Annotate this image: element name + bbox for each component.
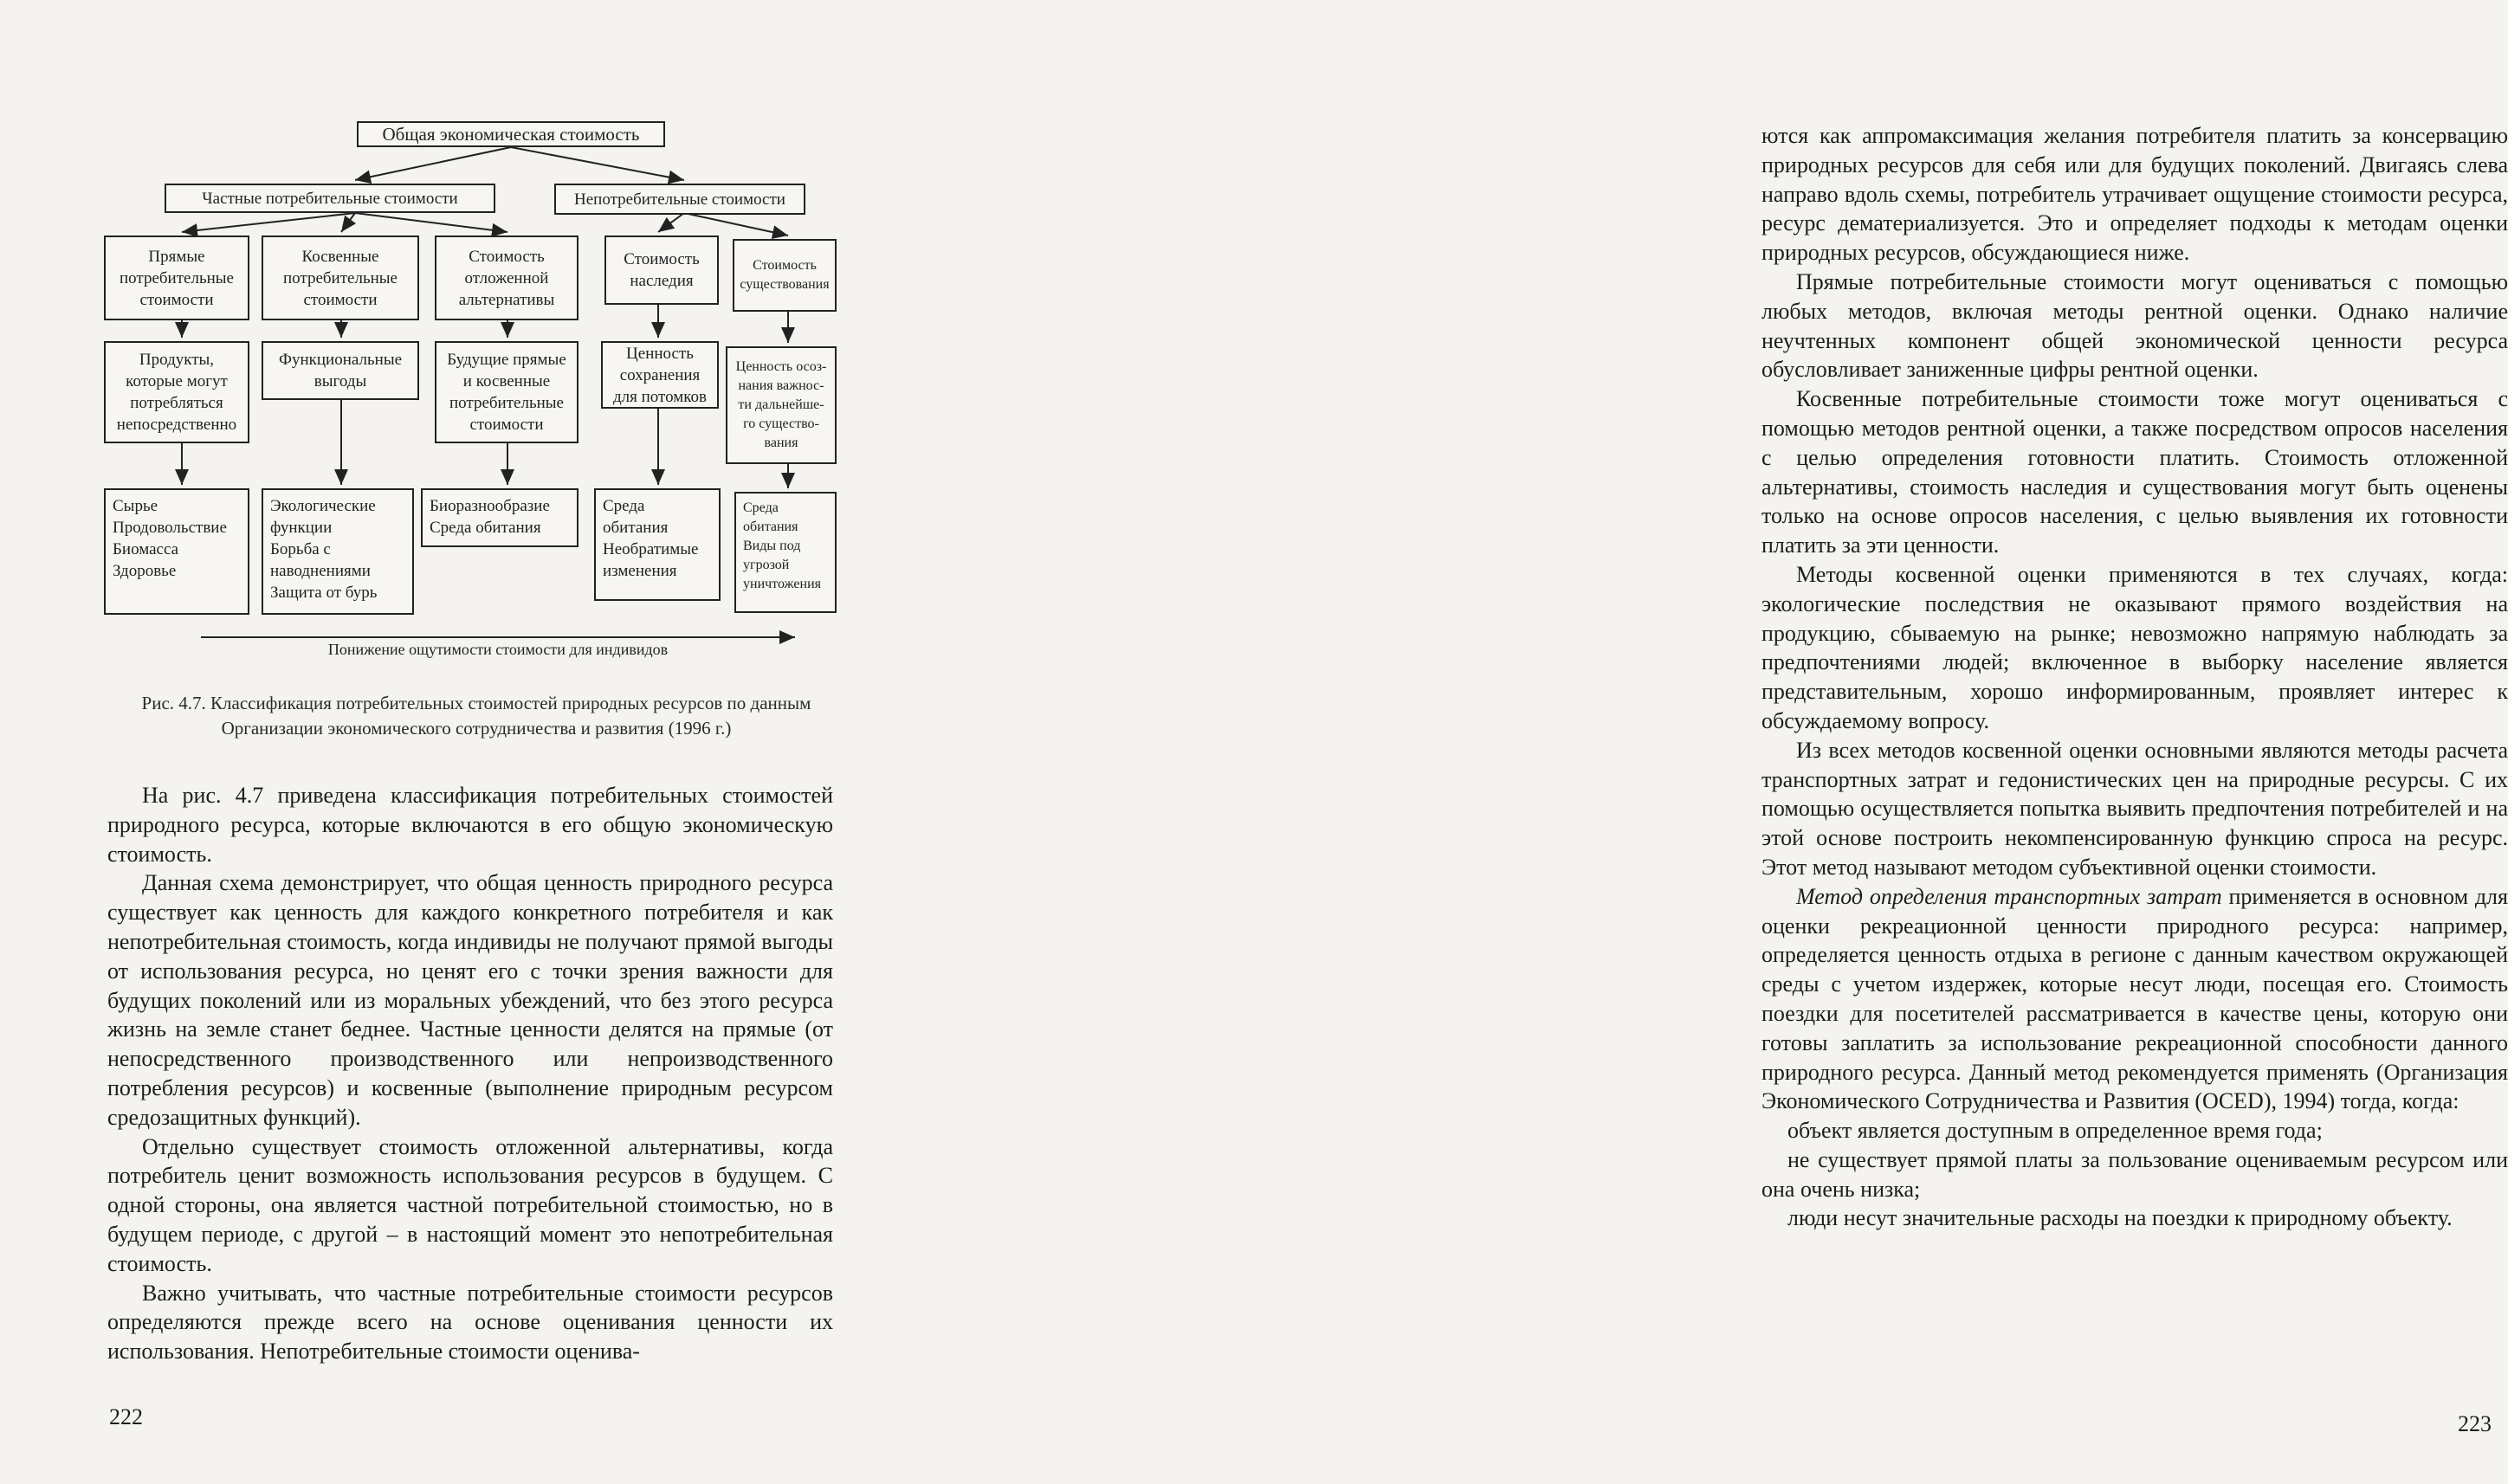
figure-caption: Рис. 4.7. Классификация потребительных стоимостей природных ресурсов по данным Организации экономического сотрудничества и развития (1996 г.) — [141, 693, 811, 739]
root-box: Общая экономическая стоимость — [357, 121, 665, 147]
option-examples-box: Биоразнообразие Среда обитания — [421, 488, 579, 547]
paragraph-continued: ются как аппромаксимация желания потребителя платить за консервацию природных ресурсов для себя или для будущих поколений. Двигаясь слева направо вдоль схемы, потребитель утрачивает ощущение стоимости ресурса, ресурс дематериализуется. Это и определяет подходы к методам оценки природных ресурсов, обсуждающиеся ниже. — [1761, 123, 2508, 266]
option-benefits-box: Будущие прямые и косвенные потребительные стоимости — [435, 341, 579, 443]
paragraph: Важно учитывать, что частные потребительные стоимости ресурсов определяются прежде всего на основе оценивания ценности их использования. Непотребительные стоимости оценива- — [107, 1280, 833, 1365]
page-number-left: 222 — [109, 1404, 143, 1429]
private-use-box: Частные потребительные стоимости — [165, 184, 495, 213]
paragraph — [1761, 882, 2508, 1116]
page-number-right: 223 — [2458, 1411, 2492, 1436]
direct-benefits-box: Продукты, которые могут потребляться непосредственно — [104, 341, 249, 443]
right-page-text — [1761, 121, 2508, 1233]
bequest-value-box: Стоимость наследия — [604, 236, 719, 305]
page-left — [0, 0, 866, 1484]
indirect-use-value-box: Косвенные потребительные стоимости — [262, 236, 419, 320]
existence-value-box: Стоимость существования — [733, 239, 837, 312]
condition-item: не существует прямой платы за пользование оцениваемым ресурсом или она очень низка; — [1761, 1146, 2508, 1202]
classification-diagram — [0, 0, 866, 675]
existence-examples-box: Среда обитания Виды под угрозой уничтожения — [734, 492, 837, 613]
paragraph: Из всех методов косвенной оценки основными являются методы расчета транспортных затрат и гедонистических цен на природные ресурсы. С их помощью осуществляется попытка выявить предпочтения потребителей и на этой основе построить некомпенсированную функцию спроса на ресурс. Этот метод называют методом субъективной оценки стоимости. — [1761, 737, 2508, 880]
left-page-text — [107, 781, 833, 1366]
paragraph: Косвенные потребительные стоимости тоже могут оцениваться с помощью методов рентной оценки, а также посредством опросов населения с целью определения готовности платить. Стоимость отложенной альтернативы, стоимость наследия и существования могут быть оценены только на основе опросов населения, с целью выявления их готовности платить за эти ценности. — [1761, 386, 2508, 558]
method-description: применяется в основном для оценки рекреационной ценности природного ресурса: например, определяется ценность отдыха в регионе с данным качеством окружающей среды с учетом издержек, которые несут люди, посещая его. Стоимость поездки для посетителей рассматривается в качестве цены, которую они готовы заплатить за использование рекреационной способности данного природного ресурса. Данный метод рекомендуется применять (Организация Экономического Сотрудничества и Развития (OCED), 1994) тогда, когда: — [1761, 883, 2508, 1114]
method-term: Метод определения транспортных затрат — [1796, 883, 2222, 909]
indirect-examples-box: Экологические функции Борьба с наводнениями Защита от бурь — [262, 488, 414, 615]
direct-examples-box: Сырье Продовольствие Биомасса Здоровье — [104, 488, 249, 615]
existence-benefits-box: Ценность осоз- нания важнос- ти дальнейше- го существо- вания — [726, 346, 837, 464]
non-use-box: Непотребительные стоимости — [554, 184, 805, 215]
direct-use-value-box: Прямые потребительные стоимости — [104, 236, 249, 320]
paragraph: Прямые потребительные стоимости могут оцениваться с помощью любых методов, включая методы рентной оценки. Однако наличие неучтенных компонент общей экономической ценности ресурса обусловливает заниженные цифры рентной оценки. — [1761, 268, 2508, 383]
paragraph: На рис. 4.7 приведена классификация потребительных стоимостей природного ресурса, которые включаются в его общую экономическую стоимость. — [107, 783, 833, 867]
paragraph: Данная схема демонстрирует, что общая ценность природного ресурса существует как ценность для каждого конкретного потребителя и как непотребительная стоимость, когда индивиды не получают прямой выгоды от использования ресурса, но ценят его с точки зрения важности для будущих поколений или из моральных убеждений, что без этого ресурса жизнь на земле станет беднее. Частные ценности делятся на прямые (от непосредственного производственного или непроизводственного потребления ресурсов) и косвенные (выполнение природным ресурсом средозащитных функций). — [107, 870, 833, 1130]
paragraph: Отдельно существует стоимость отложенной альтернативы, когда потребитель ценит возможность использования ресурсов в будущем. С одной стороны, она является частной потребительной стоимостью, но в будущем периоде, с другой – в настоящий момент это непотребительная стоимость. — [107, 1133, 833, 1276]
page-right — [866, 0, 2508, 1484]
paragraph: Методы косвенной оценки применяются в тех случаях, когда: экологические последствия не оказывают прямого воздействия на продукцию, сбываемую на рынке; невозможно напрямую наблюдать за предпочтениями людей; включенное в выборку население является представительным, хорошо информированным, проявляет интерес к обсуждаемому вопросу. — [1761, 561, 2508, 733]
trend-arrow-caption: Понижение ощутимости стоимости для индивидов — [327, 641, 669, 658]
bequest-benefits-box: Ценность сохранения для потомков — [601, 341, 719, 409]
option-value-box: Стоимость отложенной альтернативы — [435, 236, 579, 320]
indirect-benefits-box: Функциональные выгоды — [262, 341, 419, 400]
condition-item: люди несут значительные расходы на поездки к природному объекту. — [1787, 1205, 2453, 1231]
condition-item: объект является доступным в определенное время года; — [1787, 1118, 2323, 1144]
bequest-examples-box: Среда обитания Необратимые изменения — [594, 488, 721, 601]
